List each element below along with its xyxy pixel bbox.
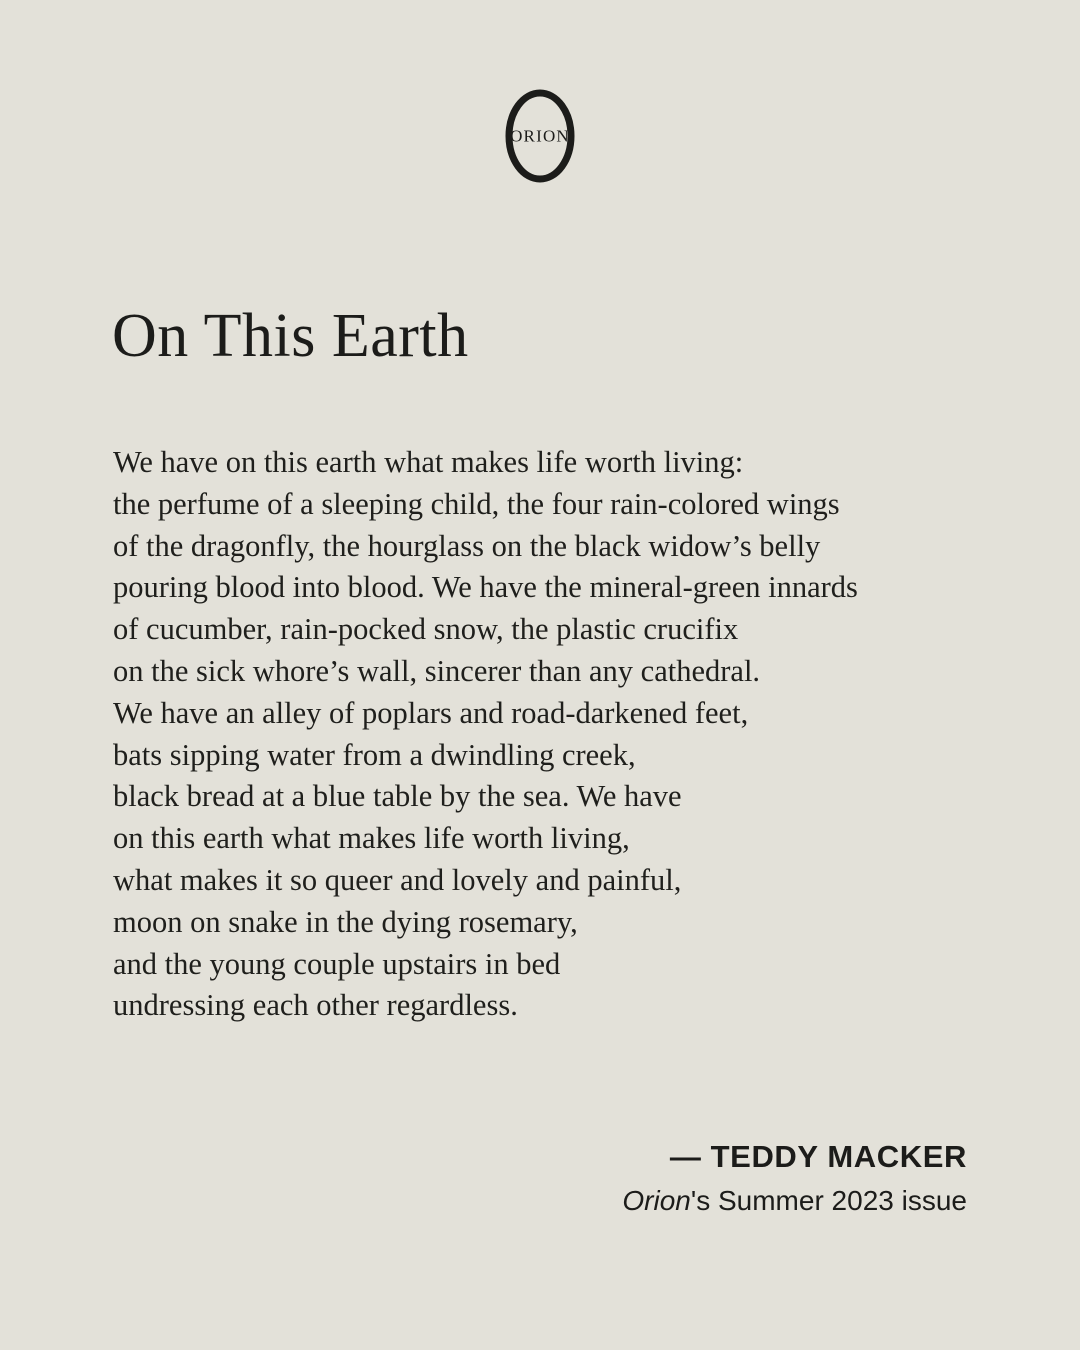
poem-line: We have an alley of poplars and road-darkened feet,: [113, 695, 749, 730]
poem-line: what makes it so queer and lovely and painful,: [113, 862, 682, 897]
poem-line: undressing each other regardless.: [113, 988, 518, 1023]
attribution: [622, 1139, 967, 1218]
poem-line: bats sipping water from a dwindling creek,: [113, 737, 636, 772]
source-issue-text: 's Summer 2023 issue: [690, 1185, 967, 1217]
poem-line: on the sick whore’s wall, sincerer than any cathedral.: [113, 653, 761, 688]
poem-line: moon on snake in the dying rosemary,: [113, 904, 578, 939]
brand-logo: [0, 88, 1080, 184]
page-title: On This Earth: [112, 302, 469, 370]
poem-line: of the dragonfly, the hourglass on the black widow’s belly: [113, 528, 821, 563]
poem-body: [113, 442, 993, 1027]
source-publication: Orion: [622, 1185, 691, 1217]
poem-line: on this earth what makes life worth living,: [113, 821, 630, 856]
poem-line: pouring blood into blood. We have the mineral-green innards: [113, 570, 858, 605]
poem-line: of cucumber, rain-pocked snow, the plastic crucifix: [113, 612, 739, 647]
orion-circle-logo-icon: [500, 88, 580, 184]
author-name: — TEDDY MACKER: [669, 1138, 967, 1174]
poem-line: We have on this earth what makes life worth living:: [113, 445, 744, 479]
brand-wordmark: ORION: [510, 126, 570, 146]
poem-line: and the young couple upstairs in bed: [113, 946, 561, 981]
poem-line: the perfume of a sleeping child, the four rain-colored wings: [113, 486, 840, 521]
source-issue: [622, 1184, 967, 1218]
poem-line: black bread at a blue table by the sea. We have: [113, 779, 682, 814]
